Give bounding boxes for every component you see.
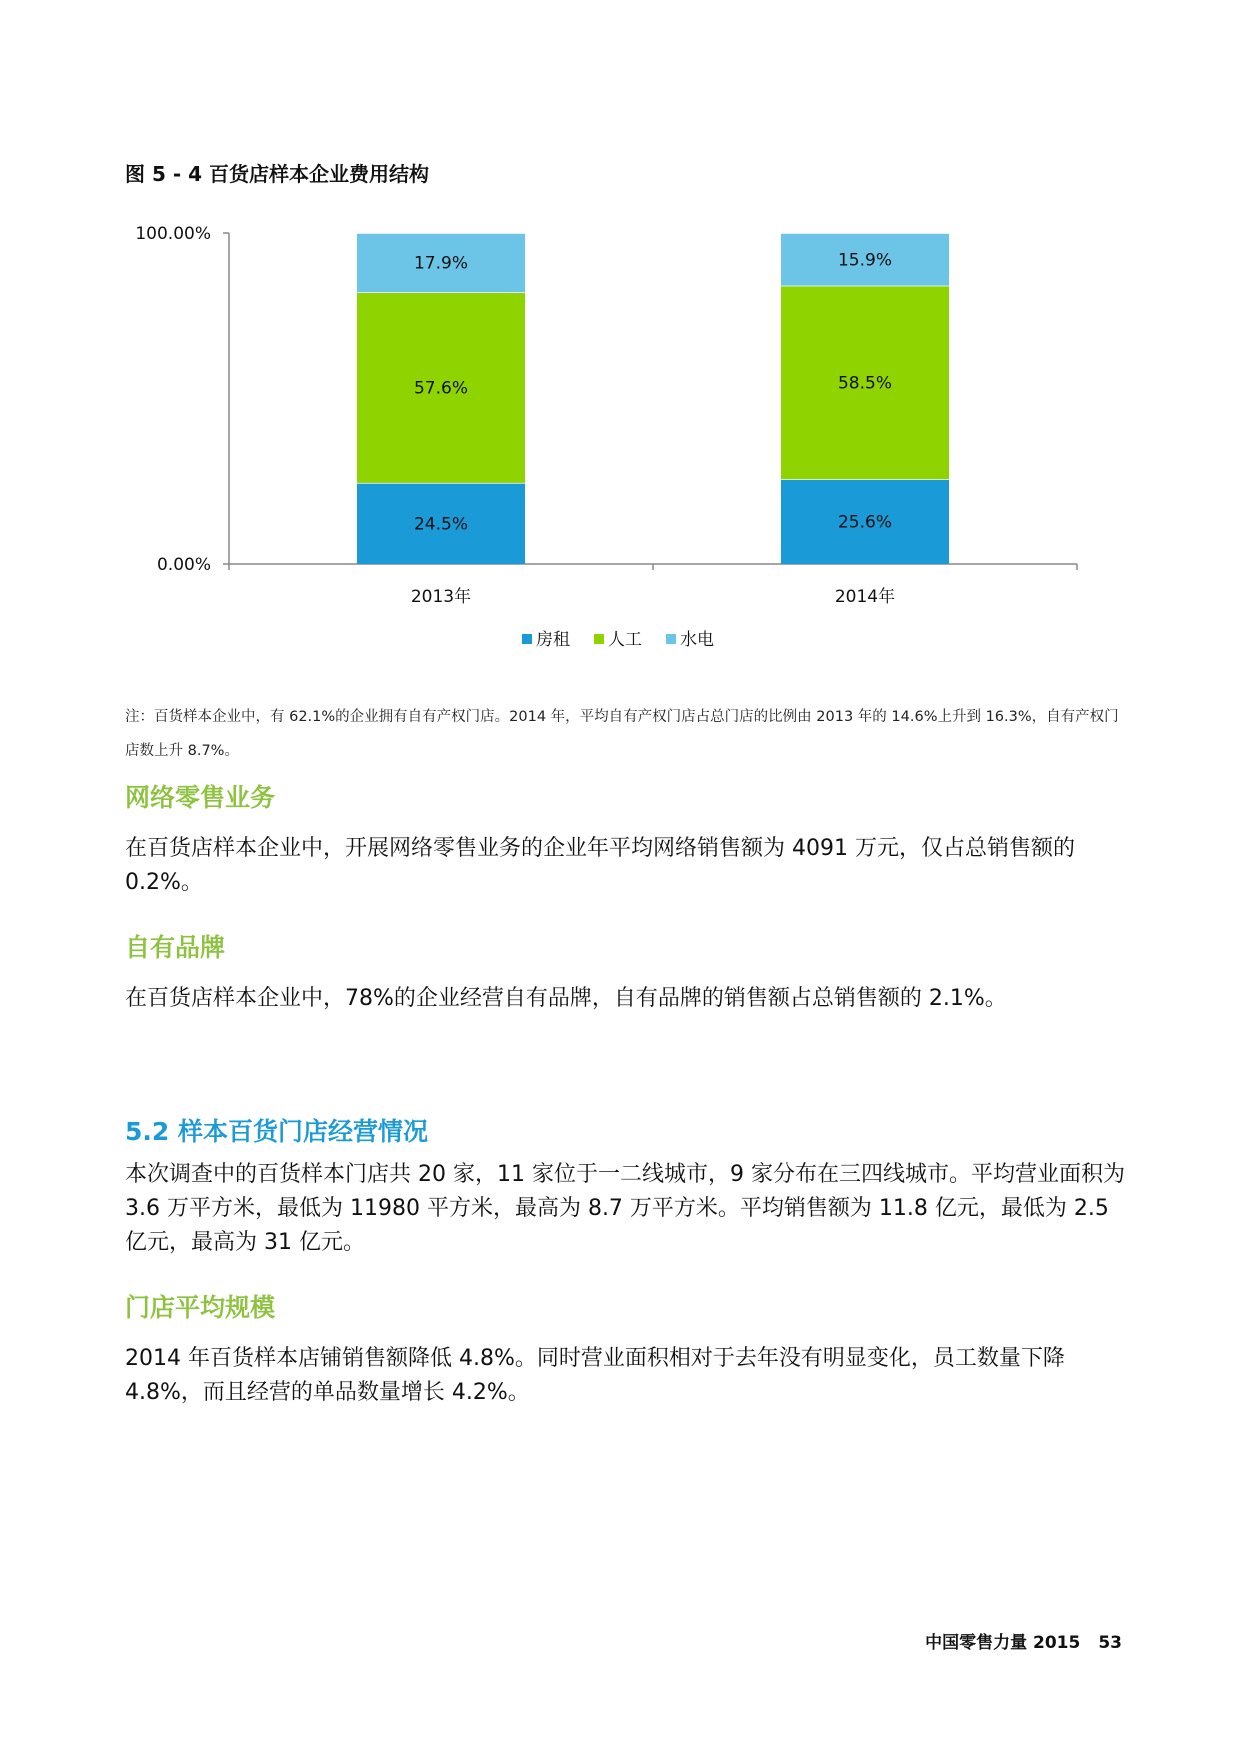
- heading-online-retail: 网络零售业务: [125, 783, 276, 812]
- bar-data-label: 17.9%: [413, 253, 469, 274]
- y-tick-label: 0.00%: [156, 555, 211, 575]
- bar-data-label: 15.9%: [837, 250, 893, 271]
- heading-store-scale: 门店平均规模: [125, 1293, 276, 1322]
- bar-data-label: 24.5%: [413, 514, 469, 535]
- y-tick-label: 100.00%: [135, 224, 211, 244]
- paragraph-private-brand: 在百货店样本企业中，78%的企业经营自有品牌，自有品牌的销售额占总销售额的 2.1%。: [125, 986, 1007, 1011]
- legend-swatch: [666, 634, 676, 644]
- legend-label: 房租: [536, 630, 570, 650]
- x-tick-label: 2013年: [410, 587, 472, 607]
- figure-note: 注：百货样本企业中，有 62.1%的企业拥有自有产权门店。2014 年，平均自有产权门店占总门店的比例由 2013 年的 14.6%上升到 16.3%，自有产权门店数上升 8.7%。: [125, 709, 1119, 759]
- heading-store-operations: 5.2 样本百货门店经营情况: [125, 1117, 428, 1146]
- paragraph-online-retail: 在百货店样本企业中，开展网络零售业务的企业年平均网络销售额为 4091 万元，仅占总销售额的 0.2%。: [125, 836, 1075, 895]
- heading-private-brand: 自有品牌: [125, 933, 226, 962]
- stacked-bar-chart: [0, 0, 1240, 690]
- paragraph-store-operations: 本次调查中的百货样本门店共 20 家，11 家位于一二线城市，9 家分布在三四线城市。平均营业面积为 3.6 万平方米，最低为 11980 平方米，最高为 8.7 万平方米。平均销售额为 11.8 亿元，最低为 2.5 亿元，最高为 31 亿元。: [125, 1162, 1125, 1255]
- x-tick-label: 2014年: [834, 587, 896, 607]
- paragraph-store-scale: 2014 年百货样本店铺销售额降低 4.8%。同时营业面积相对于去年没有明显变化，员工数量下降 4.8%，而且经营的单品数量增长 4.2%。: [125, 1346, 1065, 1405]
- page-footer: [925, 1628, 1122, 1653]
- figure-title: 图 5 - 4 百货店样本企业费用结构: [125, 162, 429, 186]
- bar-data-label: 25.6%: [837, 512, 893, 533]
- footer-title: 中国零售力量 2015: [925, 1633, 1081, 1653]
- legend-swatch: [594, 634, 604, 644]
- bar-data-label: 57.6%: [413, 378, 469, 399]
- page-number: 53: [1098, 1633, 1122, 1653]
- legend-label: 人工: [608, 630, 642, 650]
- legend-label: 水电: [680, 630, 714, 650]
- legend-swatch: [522, 634, 532, 644]
- bar-data-label: 58.5%: [837, 373, 893, 394]
